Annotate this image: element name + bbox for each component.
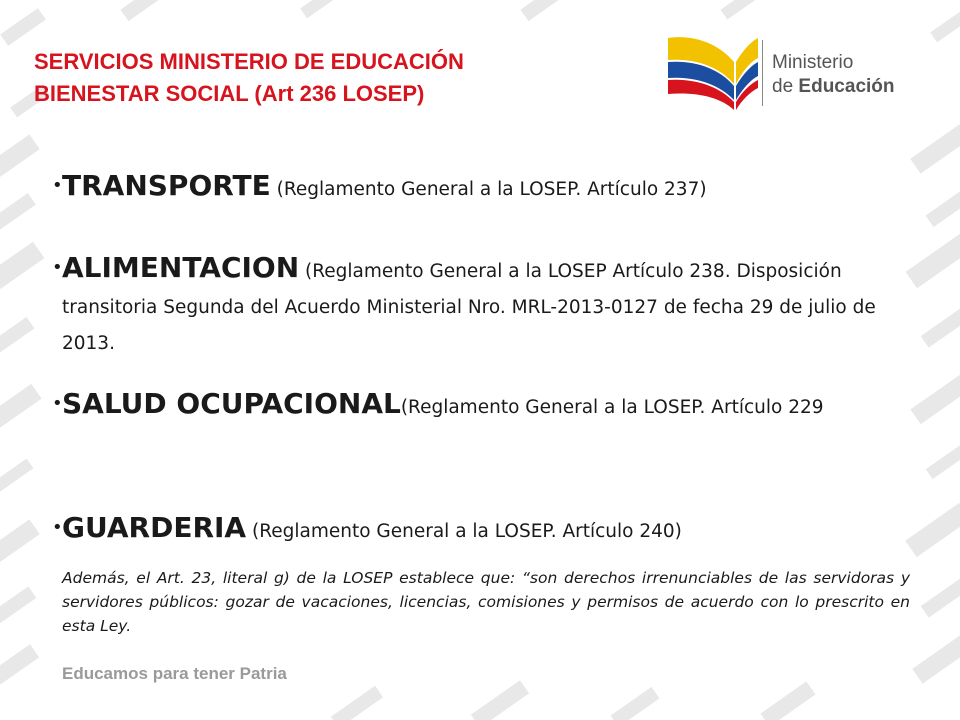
item-title: ALIMENTACION <box>62 251 300 284</box>
flag-emblem-icon <box>664 30 760 114</box>
bullet: • <box>52 517 63 538</box>
item-reference: (Reglamento General a la LOSEP. Artículo 240) <box>246 521 682 542</box>
bullet: • <box>52 257 63 278</box>
item-reference: (Reglamento General a la LOSEP Artículo 238. Disposición transitoria Segunda del Acuerdo Ministerial Nro. MRL-2013-0127 de fecha 29 de julio de 2013. <box>62 261 876 354</box>
logo-text-bold: Educación <box>798 76 895 97</box>
losep-note: Además, el Art. 23, literal g) de la LOSEP establece que: “son derechos irrenunciables de las servidoras y servidores públicos: gozar de vacaciones, licencias, comisiones y permisos de acuerdo con lo prescrito en esta Ley. <box>62 569 910 635</box>
list-item-alimentacion <box>52 250 912 362</box>
list-item-transporte <box>52 168 707 208</box>
item-title: TRANSPORTE <box>62 169 271 202</box>
list-item-guarderia <box>52 510 682 550</box>
bullet: • <box>52 393 63 414</box>
logo-text-educacion <box>772 76 895 98</box>
slide-title-line1: SERVICIOS MINISTERIO DE EDUCACIÓN <box>34 49 464 74</box>
ministerio-educacion-logo <box>664 30 924 114</box>
list-item-salud-ocupacional <box>52 386 912 426</box>
bullet: • <box>52 175 63 196</box>
logo-text-prefix: de <box>772 76 799 97</box>
item-reference: (Reglamento General a la LOSEP. Artículo 237) <box>270 179 707 200</box>
logo-divider <box>762 40 763 106</box>
slide-title <box>34 46 654 110</box>
footer-slogan: Educamos para tener Patria <box>62 664 287 683</box>
logo-text-ministerio: Ministerio <box>772 52 854 73</box>
item-reference: (Reglamento General a la LOSEP. Artículo 229 <box>400 397 824 418</box>
slide-title-line2: BIENESTAR SOCIAL (Art 236 LOSEP) <box>34 81 425 106</box>
item-title: GUARDERIA <box>62 511 247 544</box>
item-title: SALUD OCUPACIONAL <box>62 387 401 420</box>
